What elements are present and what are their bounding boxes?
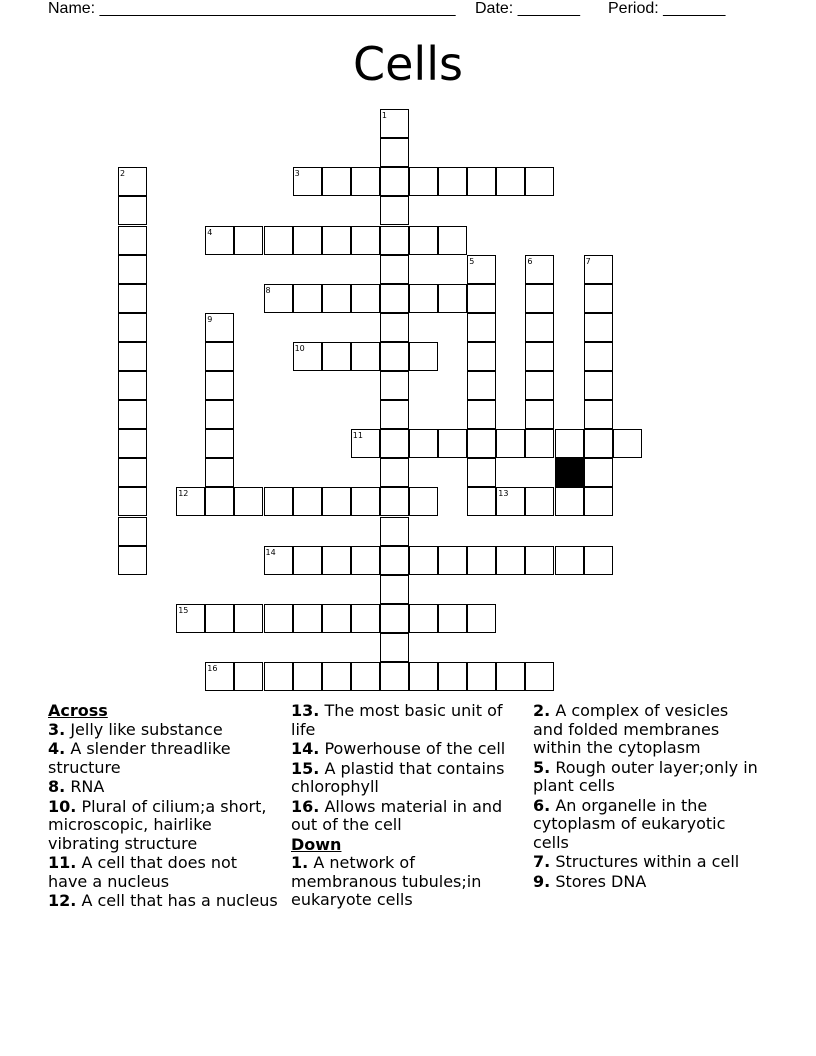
answer-cell[interactable] [584, 284, 613, 313]
answer-cell[interactable] [409, 226, 438, 255]
down-clue: 1. A network of membranous tubules;in eukaryote cells [291, 853, 482, 909]
clue-number-label: 1 [381, 111, 387, 121]
across-clue: 16. Allows material in and out of the cell [291, 796, 503, 834]
clue-number-label: 12 [178, 489, 189, 499]
answer-cell[interactable] [351, 604, 380, 633]
answer-cell[interactable] [205, 458, 234, 487]
date-field[interactable]: Date: _______ [475, 0, 580, 17]
answer-cell[interactable] [467, 371, 496, 400]
answer-cell[interactable] [264, 604, 293, 633]
answer-cell[interactable] [264, 662, 293, 691]
answer-cell[interactable] [118, 226, 147, 255]
answer-cell[interactable] [467, 662, 496, 691]
down-heading: Down [291, 834, 342, 854]
clue-number-label: 4 [207, 227, 213, 237]
answer-cell[interactable] [555, 429, 584, 458]
answer-cell[interactable] [205, 371, 234, 400]
answer-cell[interactable] [525, 284, 554, 313]
answer-cell[interactable] [525, 662, 554, 691]
answer-cell[interactable] [118, 313, 147, 342]
answer-cell[interactable] [525, 487, 554, 516]
answer-cell[interactable] [118, 342, 147, 371]
answer-cell[interactable] [380, 313, 409, 342]
answer-cell[interactable] [525, 313, 554, 342]
answer-cell[interactable] [438, 604, 467, 633]
clue-column-1 [48, 702, 280, 912]
answer-cell[interactable] [322, 284, 351, 313]
answer-cell[interactable] [467, 342, 496, 371]
answer-cell[interactable] [118, 546, 147, 575]
answer-cell[interactable] [205, 342, 234, 371]
answer-cell[interactable] [380, 196, 409, 225]
answer-cell[interactable] [525, 371, 554, 400]
answer-cell[interactable] [380, 662, 409, 691]
answer-cell[interactable] [409, 429, 438, 458]
down-clue: 6. An organelle in the cytoplasm of eukaryotic cells [533, 795, 726, 852]
answer-cell[interactable] [234, 604, 263, 633]
answer-cell[interactable] [380, 138, 409, 167]
answer-cell[interactable] [496, 429, 525, 458]
answer-cell[interactable] [613, 429, 642, 458]
across-clue: 11. A cell that does not have a nucleus [48, 853, 238, 891]
clue-column-2 [291, 702, 513, 911]
answer-cell[interactable] [380, 458, 409, 487]
answer-cell[interactable] [234, 487, 263, 516]
answer-cell[interactable] [584, 400, 613, 429]
answer-cell[interactable] [380, 255, 409, 284]
down-clue: 5. Rough outer layer;only in plant cells [533, 757, 758, 795]
clue-number-label: 2 [120, 169, 126, 179]
answer-cell[interactable] [322, 487, 351, 516]
answer-cell[interactable] [438, 429, 467, 458]
answer-cell[interactable] [351, 487, 380, 516]
answer-cell[interactable] [380, 284, 409, 313]
answer-cell[interactable] [118, 284, 147, 313]
clue-number-label: 16 [207, 664, 218, 673]
answer-cell[interactable] [467, 546, 496, 575]
answer-cell[interactable] [264, 487, 293, 516]
across-clue: 15. A plastid that contains chlorophyll [291, 758, 505, 796]
answer-cell[interactable] [380, 575, 409, 604]
answer-cell[interactable] [351, 546, 380, 575]
answer-cell[interactable] [293, 284, 322, 313]
answer-cell[interactable] [380, 400, 409, 429]
answer-cell[interactable] [584, 458, 613, 487]
clue-number-label: 8 [265, 285, 271, 295]
answer-cell[interactable] [351, 342, 380, 371]
answer-cell[interactable] [118, 371, 147, 400]
answer-cell[interactable] [322, 604, 351, 633]
answer-cell[interactable] [293, 604, 322, 633]
answer-cell[interactable] [118, 255, 147, 284]
answer-cell[interactable] [118, 487, 147, 516]
clue-number-label: 14 [265, 547, 276, 557]
answer-cell[interactable] [467, 429, 496, 458]
answer-cell[interactable] [380, 604, 409, 633]
answer-cell[interactable] [555, 487, 584, 516]
name-field[interactable]: Name: ________________________________________ [48, 0, 456, 17]
answer-cell[interactable] [380, 633, 409, 662]
answer-cell[interactable] [584, 313, 613, 342]
answer-cell[interactable] [467, 167, 496, 196]
answer-cell[interactable] [234, 226, 263, 255]
answer-cell[interactable] [351, 284, 380, 313]
answer-cell[interactable] [467, 487, 496, 516]
answer-cell[interactable] [467, 458, 496, 487]
down-clue: 9. Stores DNA [533, 871, 647, 891]
down-clue: 2. A complex of vesicles and folded membranes within the cytoplasm [533, 701, 729, 757]
answer-cell[interactable] [118, 196, 147, 225]
across-clue: 12. A cell that has a nucleus [48, 891, 278, 910]
answer-cell[interactable] [467, 313, 496, 342]
answer-cell[interactable] [118, 429, 147, 458]
answer-cell[interactable] [118, 517, 147, 546]
answer-cell[interactable] [293, 487, 322, 516]
answer-cell[interactable] [380, 167, 409, 196]
answer-cell[interactable] [467, 604, 496, 633]
answer-cell[interactable] [409, 284, 438, 313]
answer-cell[interactable] [584, 546, 613, 575]
answer-cell[interactable] [322, 546, 351, 575]
answer-cell[interactable] [525, 400, 554, 429]
clue-number-label: 7 [585, 256, 591, 266]
page-title: Cells [353, 37, 463, 91]
answer-cell[interactable] [584, 429, 613, 458]
answer-cell[interactable] [322, 662, 351, 691]
answer-cell[interactable] [496, 546, 525, 575]
clue-number-label: 10 [294, 343, 305, 353]
clue-column-3 [533, 702, 763, 892]
answer-cell[interactable] [409, 604, 438, 633]
answer-cell[interactable] [525, 342, 554, 371]
clue-number-label: 5 [469, 256, 475, 266]
answer-cell[interactable] [409, 342, 438, 371]
answer-cell[interactable] [438, 226, 467, 255]
answer-cell[interactable] [351, 226, 380, 255]
across-clue: 3. Jelly like substance [48, 719, 223, 739]
answer-cell[interactable] [322, 226, 351, 255]
across-clue: 4. A slender threadlike structure [48, 739, 231, 777]
clue-number-label: 11 [352, 431, 363, 441]
answer-cell[interactable] [584, 342, 613, 371]
answer-cell[interactable] [525, 167, 554, 196]
answer-cell[interactable] [118, 458, 147, 487]
answer-cell[interactable] [205, 487, 234, 516]
answer-cell[interactable] [409, 546, 438, 575]
answer-cell[interactable] [380, 226, 409, 255]
answer-cell[interactable] [496, 662, 525, 691]
answer-cell[interactable] [380, 517, 409, 546]
answer-cell[interactable] [205, 604, 234, 633]
answer-cell[interactable] [380, 546, 409, 575]
answer-cell[interactable] [293, 226, 322, 255]
answer-cell[interactable] [584, 487, 613, 516]
across-clue: 14. Powerhouse of the cell [291, 739, 506, 758]
answer-cell[interactable] [322, 167, 351, 196]
answer-cell[interactable] [409, 662, 438, 691]
answer-cell[interactable] [118, 400, 147, 429]
answer-cell[interactable] [293, 662, 322, 691]
answer-cell[interactable] [438, 546, 467, 575]
answer-cell[interactable] [584, 371, 613, 400]
across-clue: 13. The most basic unit of life [291, 701, 503, 739]
answer-cell[interactable] [467, 400, 496, 429]
across-clue: 10. Plural of cilium;a short, microscopic, hairlike vibrating structure [48, 796, 267, 853]
down-clue: 7. Structures within a cell [533, 852, 740, 871]
answer-cell[interactable] [555, 546, 584, 575]
answer-cell[interactable] [351, 662, 380, 691]
clue-number-label: 15 [178, 605, 189, 615]
answer-cell[interactable] [322, 342, 351, 371]
clue-number-label: 13 [498, 489, 509, 499]
answer-cell[interactable] [438, 284, 467, 313]
answer-cell[interactable] [467, 284, 496, 313]
clue-number-label: 9 [207, 314, 213, 324]
answer-cell[interactable] [438, 167, 467, 196]
across-heading: Across [48, 701, 108, 720]
answer-cell[interactable] [380, 342, 409, 371]
answer-cell[interactable] [264, 226, 293, 255]
answer-cell[interactable] [351, 167, 380, 196]
answer-cell[interactable] [234, 662, 263, 691]
clue-number-label: 6 [527, 256, 533, 266]
answer-cell[interactable] [380, 371, 409, 400]
answer-cell[interactable] [438, 662, 467, 691]
answer-cell[interactable] [205, 429, 234, 458]
answer-cell[interactable] [525, 429, 554, 458]
answer-cell[interactable] [293, 546, 322, 575]
answer-cell[interactable] [409, 167, 438, 196]
answer-cell[interactable] [380, 487, 409, 516]
answer-cell[interactable] [496, 167, 525, 196]
answer-cell[interactable] [380, 429, 409, 458]
blocked-cell [555, 458, 584, 487]
clue-number-label: 3 [294, 169, 300, 179]
answer-cell[interactable] [525, 546, 554, 575]
answer-cell[interactable] [409, 487, 438, 516]
across-clue: 8. RNA [48, 777, 105, 796]
period-field[interactable]: Period: _______ [608, 0, 726, 17]
answer-cell[interactable] [205, 400, 234, 429]
